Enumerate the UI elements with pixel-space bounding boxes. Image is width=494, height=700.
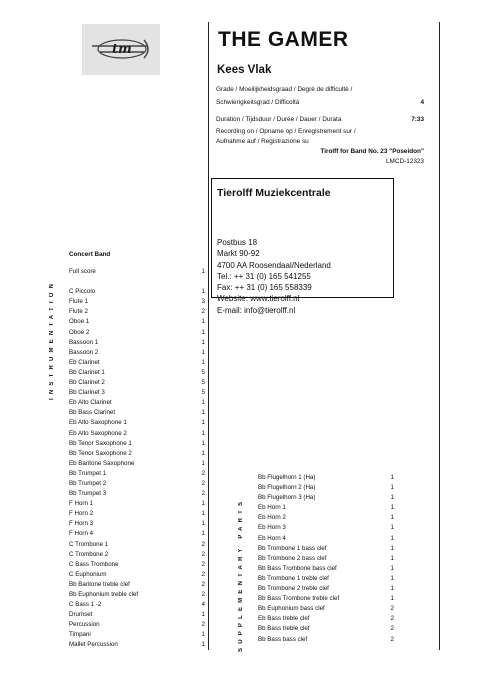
list-item: Eb Bass treble clef 2	[258, 615, 394, 623]
list-item: Bb Tenor Saxophone 1 1	[69, 439, 205, 447]
list-item: C Bass 1 -2 4	[69, 601, 205, 609]
list-item: Bassoon 1 1	[69, 338, 205, 346]
list-item: Bb Bass treble clef 2	[258, 625, 394, 633]
list-item: F Horn 2 1	[69, 510, 205, 518]
list-item: Bb Baritone treble clef 2	[69, 580, 205, 588]
catalog-number: LMCD-12323	[385, 158, 424, 165]
list-item: Bb Euphonium bass clef 2	[258, 605, 394, 613]
list-item: F Horn 4 1	[69, 530, 205, 538]
recording-label-line1: Recording on / Opname op / Enregistrement sur /	[216, 128, 356, 135]
list-item: Bb Bass bass clef 2	[258, 635, 394, 643]
email-link[interactable]: E-mail: info@tierolff.nl	[217, 305, 296, 315]
list-item: Bassoon 2 1	[69, 348, 205, 356]
grade-label-line1: Grade / Moeilijkheidsgraad / Degré de difficulté /	[216, 86, 353, 93]
publisher-box	[211, 178, 394, 315]
supplementary-parts-label: SUPPLEMENTARY PARTS	[238, 497, 244, 652]
piece-title: THE GAMER	[218, 28, 349, 51]
list-item: Eb Clarinet 1	[69, 358, 205, 366]
grade-label-line2: Schwierigkeitsgrad / Difficoltà	[216, 99, 300, 106]
publisher-name: Tierolff Muziekcentrale	[217, 187, 331, 199]
instrument-list	[69, 267, 205, 651]
list-item: Bb Clarinet 2 5	[69, 379, 205, 387]
list-item: Flute 1 3	[69, 298, 205, 306]
list-item: Eb Baritone Saxophone 1	[69, 459, 205, 467]
list-item: F Horn 1 1	[69, 500, 205, 508]
composer-name: Kees Vlak	[217, 64, 272, 76]
grade-value: 4	[420, 99, 424, 106]
list-item: Eb Horn 3 1	[258, 524, 394, 532]
trumpet-logo-icon	[82, 24, 160, 75]
address-line: 4700 AA Roosendaal/Nederland	[217, 260, 331, 270]
list-item: C Trombone 2 2	[69, 550, 205, 558]
list-item: Bb Euphonium treble clef 2	[69, 591, 205, 598]
list-item: Bb Trumpet 1 2	[69, 469, 205, 477]
list-item: Eb Alto Clarinet 1	[69, 399, 205, 407]
list-item: C Piccolo 1	[69, 288, 205, 296]
list-item: Bb Bass Trombone bass clef 1	[258, 564, 394, 572]
publisher-address	[217, 237, 331, 316]
list-item: Eb Horn 2 1	[258, 514, 394, 522]
supplementary-list	[258, 473, 394, 645]
list-item: Percussion 2	[69, 621, 205, 629]
right-border	[439, 22, 440, 650]
list-item: Eb Alto Saxophone 1 1	[69, 419, 205, 427]
list-item: Eb Horn 1 1	[258, 504, 394, 512]
list-item: Bb Clarinet 1 5	[69, 368, 205, 376]
list-item: Bb Trumpet 3 2	[69, 490, 205, 498]
duration-label: Duration / Tijdsduur / Durée / Dauer / Durata	[216, 116, 342, 123]
address-line: Markt 90-92	[217, 249, 260, 259]
list-item: Bb Clarinet 3 5	[69, 389, 205, 397]
list-item: F Horn 3 1	[69, 520, 205, 528]
list-item: C Bass Trombone 2	[69, 560, 205, 568]
list-item: Bb Flugelhorn 1 (Ha) 1	[258, 474, 394, 481]
instrumentation-label: INSTRUMENTATION	[49, 279, 55, 400]
list-item: Bb Bass Clarinet 1	[69, 409, 205, 417]
phone-line: Tel.: ++ 31 (0) 165 541255	[217, 271, 311, 281]
address-line: Postbus 18	[217, 238, 258, 247]
fax-line: Fax: ++ 31 (0) 165 558339	[217, 283, 312, 293]
recording-label-line2: Aufnahme auf / Registrazione su	[216, 138, 309, 145]
list-item: Oboe 1 1	[69, 318, 205, 326]
list-item: Bb Trombone 1 bass clef 1	[258, 544, 394, 552]
list-item: Bb Trombone 1 treble clef 1	[258, 574, 394, 582]
list-item: Oboe 2 1	[69, 328, 205, 336]
column-divider	[208, 22, 209, 650]
list-item: Bb Tenor Saxophone 2 1	[69, 449, 205, 457]
publisher-logo	[82, 24, 160, 75]
recording-block	[216, 127, 424, 167]
duration-block	[216, 115, 424, 125]
list-item: Mallet Percussion 1	[69, 641, 205, 649]
list-item: Eb Alto Saxophone 2 1	[69, 429, 205, 437]
list-item: C Trombone 1 2	[69, 540, 205, 548]
list-item: C Euphonium 2	[69, 570, 205, 578]
list-item: Flute 2 2	[69, 308, 205, 316]
recording-cd: Tirolff for Band No. 23 "Poseidon"	[320, 148, 424, 155]
list-item: Bb Bass Trombone treble clef 1	[258, 595, 394, 603]
list-item: Eb Horn 4 1	[258, 534, 394, 542]
list-item: Full score 1	[69, 268, 205, 275]
list-item: Bb Trombone 2 bass clef 1	[258, 554, 394, 562]
list-item: Drumset 1	[69, 611, 205, 619]
grade-block	[216, 85, 424, 108]
website-link[interactable]: Website: www.tierolff.nl	[217, 294, 300, 304]
svg-text:tm: tm	[112, 42, 132, 57]
list-item: Bb Trumpet 2 2	[69, 479, 205, 487]
list-item: Bb Flugelhorn 3 (Ha) 1	[258, 494, 394, 502]
list-item: Bb Trombone 2 treble clef 1	[258, 585, 394, 593]
list-item: Timpani 1	[69, 631, 205, 639]
list-item: Bb Flugelhorn 2 (Ha) 1	[258, 484, 394, 492]
duration-value: 7:33	[411, 116, 424, 123]
concert-band-heading: Concert Band	[69, 251, 111, 258]
